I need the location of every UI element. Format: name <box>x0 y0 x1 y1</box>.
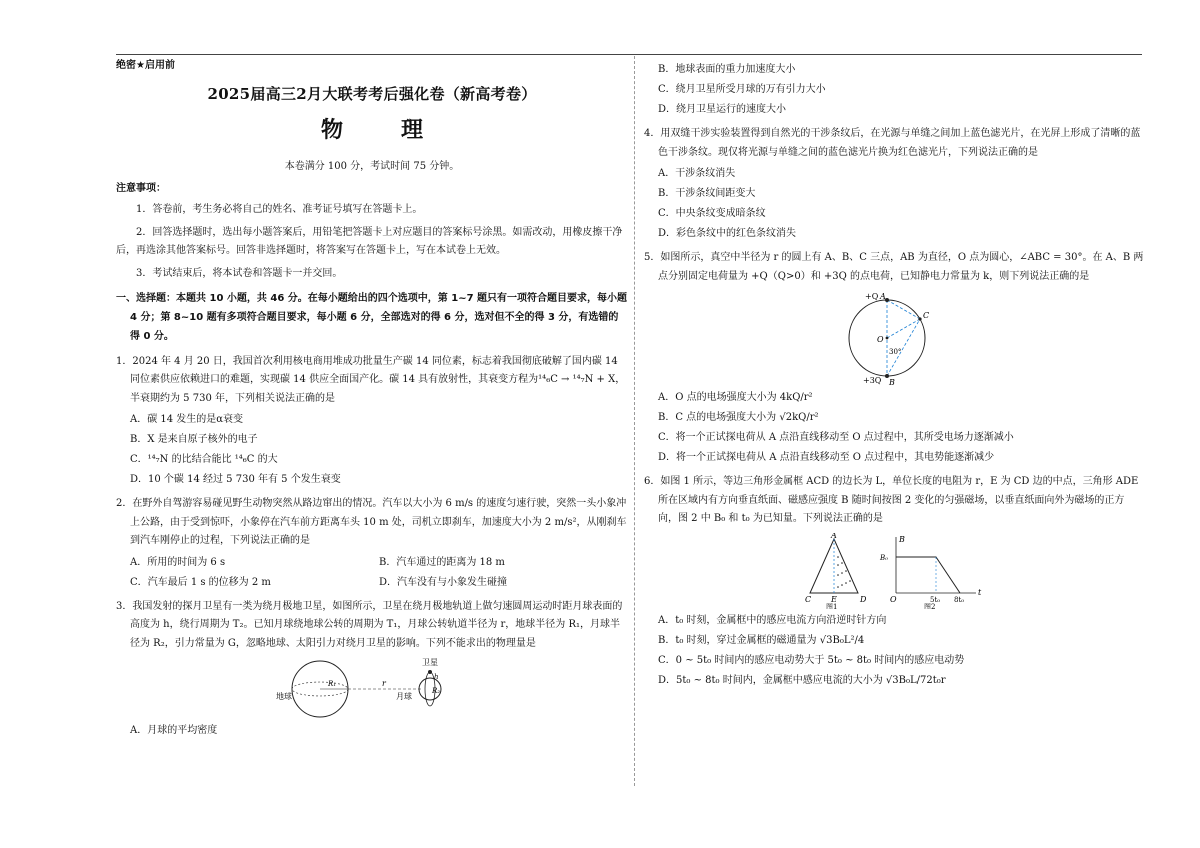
q2-option-b: B．汽车通过的距离为 18 m <box>379 556 505 568</box>
column-divider <box>634 56 636 786</box>
q5-option-b: B．C 点的电场强度大小为 √2kQ/r² <box>658 412 819 423</box>
label-a6: A <box>831 532 837 540</box>
q1-option-d: D．10 个碳 14 经过 5 730 年有 5 个发生衰变 <box>130 474 341 486</box>
q5-option-a: A．O 点的电场强度大小为 4kQ/r² <box>658 392 813 403</box>
q2-options-row-1 <box>116 555 628 571</box>
line-oc <box>887 319 920 338</box>
label-5t0: 5t₀ <box>930 595 941 604</box>
q2-option-a: A．所用的时间为 6 s <box>130 556 226 568</box>
q1-stem: 1．2024 年 4 月 20 日，我国首次利用核电商用堆成功批量生产碳 14 同位素，标志着我国彻底破解了国内碳 14 同位素供应依赖进口的难题，实现碳 14 供应全面国产化。碳 14 具有放射性，其衰变方程为 <box>116 355 618 386</box>
label-a: A <box>880 292 886 301</box>
point-c <box>918 317 921 320</box>
q4-option-a: A．干涉条纹消失 <box>658 168 736 179</box>
b-curve <box>896 557 960 593</box>
label-b0: B₀ <box>880 553 888 562</box>
q3-option-d: D．绕月卫星运行的速度大小 <box>658 104 787 115</box>
q1-equation: ¹⁴₆C → ¹⁴₇N + X <box>538 374 616 386</box>
label-plus-q: +Q <box>865 292 879 301</box>
label-e6: E <box>831 594 837 604</box>
fig-label-satellite: 卫星 <box>422 658 438 668</box>
q4-option-b: B．干涉条纹间距变大 <box>658 188 756 199</box>
q3-earth-moon-figure <box>272 657 472 719</box>
q4-option-c: C．中央条纹变成暗条纹 <box>658 208 766 219</box>
section-1-heading: 一、选择题：本题共 10 小题，共 46 分。在每小题给出的四个选项中，第 1~7 题只有一项符合题目要求，每小题 4 分；第 8~10 题有多项符合题目要求，每小题 6 分，全部选对的得 6 分，选对但不全的得 3 分，有选错的得 0 分。 <box>116 292 628 342</box>
question-6: 6．如图 1 所示，等边三角形金属框 ACD 的边长为 L，单位长度的电阻为 r，E 为 CD 边的中点，三角形 ADE 所在区域内有方向垂直纸面、磁感应强度 B 随时间按图 2 变化的匀强磁场，以垂直纸面向外为磁场的正方向，图 2 中 B₀ 和 t₀ 为已知量。下列说法正确的是 <box>644 476 1139 524</box>
q6-option-c: C．0 ~ 5t₀ 时间内的感应电动势大于 5t₀ ~ 8t₀ 时间内的感应电动势 <box>658 654 965 666</box>
label-c: C <box>923 311 930 320</box>
fig-label-earth: 地球 <box>276 692 292 702</box>
q4-option-d: D．彩色条纹中的红色条纹消失 <box>658 228 797 239</box>
exam-title: 2025届高三2月大联考考后强化卷（新高考卷） <box>207 84 537 103</box>
score-time-note: 本卷满分 100 分，考试时间 75 分钟。 <box>284 160 460 172</box>
fig-label-r: r <box>382 679 386 689</box>
q1-option-b: B．X 是来自原子核外的电子 <box>130 434 258 446</box>
question-2: 2．在野外自驾游容易碰见野生动物突然从路边窜出的情况。汽车以大小为 6 m/s 的速度匀速行驶，突然一头小象冲上公路，由于受到惊吓，小象停在汽车前方距离车头 10 m 处，司机立即刹车，加速度大小为 2 m/s²，从刚刹车到汽车刚停止的过程，下列说法正确的是 <box>116 498 627 547</box>
label-b-axis: B <box>899 534 905 544</box>
question-3: 3．我国发射的探月卫星有一类为绕月极地卫星，如图所示，卫星在绕月极地轨道上做匀速圆周运动时距月球表面的高度为 h，绕行周期为 T₂。已知月球绕地球公转的周期为 T₁，月球公转轨道半径为 r，地球半径为 R₁，月球半径为 R₂，引力常量为 G，忽略地球、太阳引力对绕月卫星的影响。下列不能求出的物理量是 <box>116 600 623 649</box>
top-rule <box>116 54 1142 55</box>
fig-label-moon: 月球 <box>396 692 412 702</box>
q1-stem-2: ，半衰期约为 5 730 年，下列相关说法正确的是 <box>130 374 626 404</box>
label-c6: C <box>805 594 812 604</box>
notes-heading: 注意事项： <box>116 183 166 195</box>
q6-option-a: A．t₀ 时刻，金属框中的感应电流方向沿逆时针方向 <box>658 614 887 626</box>
q3-option-c: C．绕月卫星所受月球的万有引力大小 <box>658 84 826 95</box>
label-t: t <box>978 587 982 597</box>
fig2-caption: 图2 <box>924 602 936 609</box>
q2-option-c: C．汽车最后 1 s 的位移为 2 m <box>130 576 271 588</box>
q5-circle-figure <box>839 290 949 386</box>
label-o: O <box>877 335 884 344</box>
question-1 <box>116 353 628 409</box>
label-30-deg: 30° <box>889 348 902 356</box>
q6-figures <box>804 533 984 609</box>
note-2: 2．回答选择题时，选出每小题答案后，用铅笔把答题卡上对应题目的答案标号涂黑。如需改动，用橡皮擦干净后，再选涂其他答案标号。回答非选择题时，将答案写在答题卡上，写在本试卷上无效。 <box>116 227 623 257</box>
satellite-dot <box>428 670 432 674</box>
q2-options-row-2 <box>116 575 628 591</box>
question-5: 5．如图所示，真空中半径为 r 的圆上有 A、B、C 三点，AB 为直径，O 点为圆心，∠ABC = 30°。在 A、B 两点分别固定电荷量为 +Q（Q>0）和 +3Q 的点电荷，已知静电力常量为 k，则下列说法正确的是 <box>644 252 1144 282</box>
fig-label-h: h <box>434 673 439 682</box>
line-ac <box>887 300 920 319</box>
point-o <box>886 337 889 340</box>
question-4: 4．用双缝干涉实验装置得到自然光的干涉条纹后，在光源与单缝之间加上蓝色滤光片，在光屏上形成了清晰的蓝色干涉条纹。现仅将光源与单缝之间的蓝色滤光片换为红色滤光片，下列说法正确的是 <box>644 128 1141 158</box>
label-o6: O <box>890 594 897 604</box>
q6-option-b: B．t₀ 时刻，穿过金属框的磁通量为 √3B₀L²/4 <box>658 634 865 646</box>
label-d6: D <box>860 594 867 604</box>
q5-option-c: C．将一个正试探电荷从 A 点沿直线移动至 O 点过程中，其所受电场力逐渐减小 <box>658 432 1014 443</box>
q6-option-d: D．5t₀ ~ 8t₀ 时间内，金属框中感应电流的大小为 √3B₀L/72t₀r <box>658 674 946 686</box>
fig1-caption: 图1 <box>826 602 838 609</box>
q5-option-d: D．将一个正试探电荷从 A 点沿直线移动至 O 点过程中，其电势能逐渐减少 <box>658 452 995 463</box>
q3-option-b: B．地球表面的重力加速度大小 <box>658 64 796 75</box>
note-1: 1．答卷前，考生务必将自己的姓名、准考证号填写在答题卡上。 <box>136 203 423 215</box>
q1-option-c: C．¹⁴₇N 的比结合能比 ¹⁴₆C 的大 <box>130 454 278 466</box>
label-8t0: 8t₀ <box>954 595 965 604</box>
q2-option-d: D．汽车没有与小象发生碰撞 <box>379 576 508 588</box>
secret-label: 绝密★启用前 <box>116 60 175 71</box>
fig-label-r1: R₁ <box>328 680 337 689</box>
q1-option-a: A．碳 14 发生的是α衰变 <box>130 414 244 426</box>
subject-title: 物 理 <box>320 117 441 144</box>
note-3: 3．考试结束后，将本试卷和答题卡一并交回。 <box>136 268 343 280</box>
label-plus-3q: +3Q <box>863 376 882 385</box>
label-b: B <box>889 378 895 386</box>
q3-option-a: A．月球的平均密度 <box>130 725 218 737</box>
right-column <box>644 56 1144 689</box>
fig-label-r2: R₂ <box>432 687 441 696</box>
left-column <box>116 56 628 739</box>
